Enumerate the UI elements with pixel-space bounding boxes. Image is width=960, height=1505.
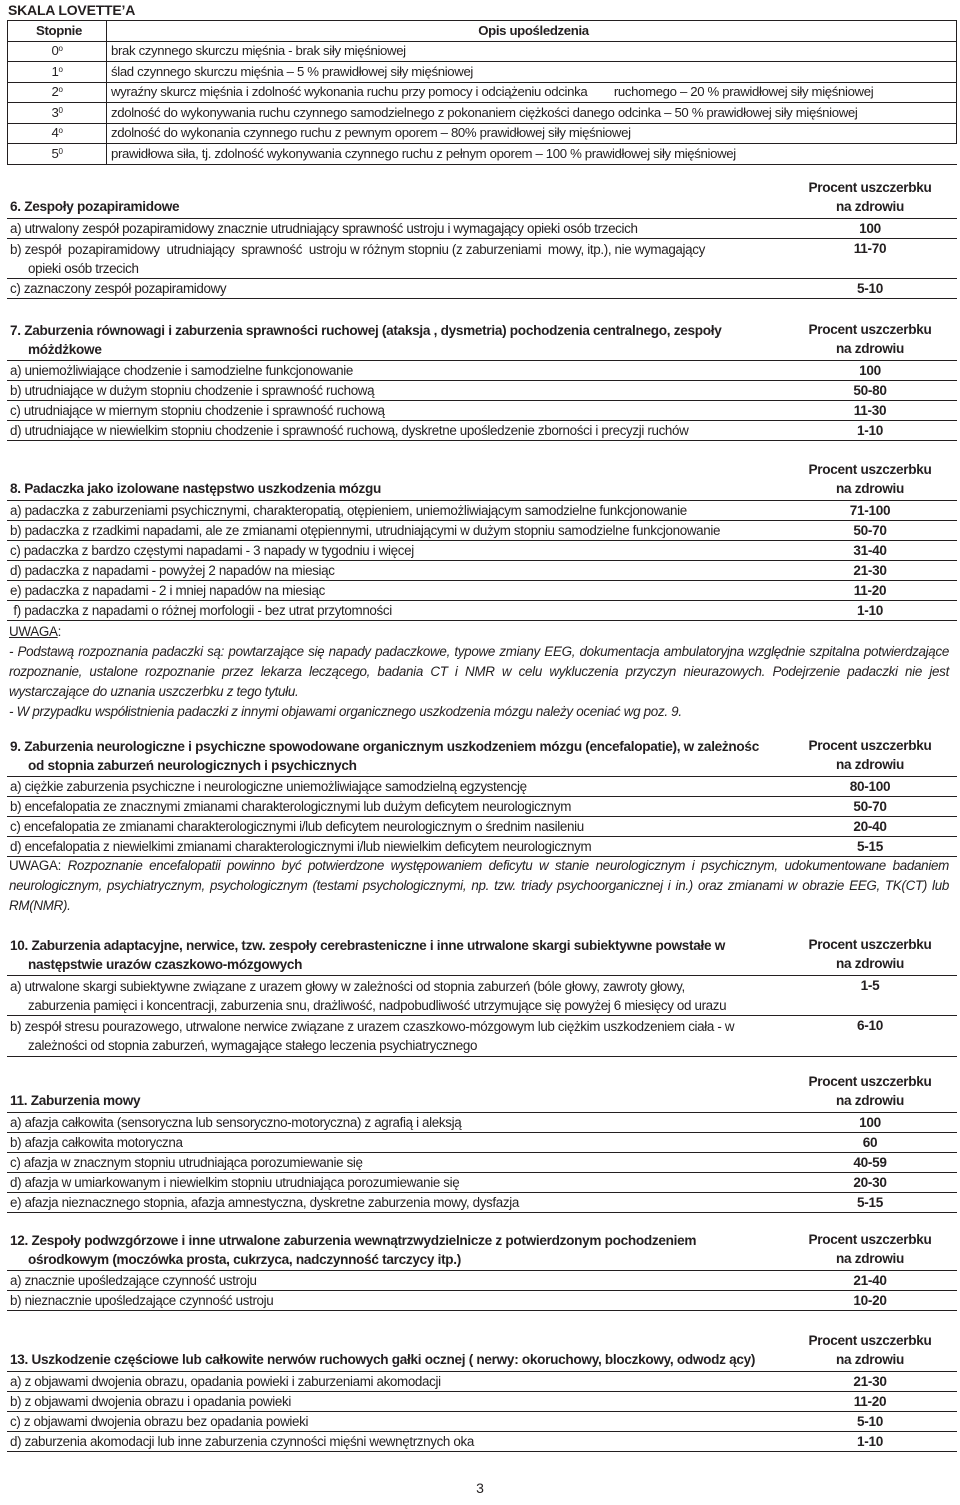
table-row: c) z objawami dwojenia obrazu bez opadania powieki 5-10 [7, 1412, 957, 1432]
lovette-row [8, 103, 957, 124]
lovette-title: SKALA LOVETTE’A [8, 2, 136, 18]
lovette-desc: brak czynnego skurczu mięśnia - brak siły mięśniowej [107, 41, 957, 62]
table-row: b) padaczka z rzadkimi napadami, ale ze zmianami otępiennymi, utrudniającymi w dużym stopniu samodzielne funkcjonowanie 50-70 [7, 521, 957, 541]
section-title: 6. Zespoły pozapiramidowe [10, 199, 180, 215]
table-row: f) padaczka z napadami o różnej morfologii - bez utrat przytomności 1-10 [7, 601, 957, 621]
page-number: 3 [476, 1480, 484, 1496]
table-row: e) padaczka z napadami - 2 i mniej napadów na miesiąc 11-20 [7, 581, 957, 601]
lovette-row [8, 123, 957, 144]
lovette-row [8, 62, 957, 83]
table-row: b) afazja całkowita motoryczna 60 [7, 1133, 957, 1153]
epilepsy-note: UWAGA: - Podstawą rozpoznania padaczki są: powtarzające się napady padaczkowe, typowe zmiany EEG, dokumentacja ambulatoryjna względnie szpitalna potwierdzające rozpoznanie, ustalone rozpoznanie przez lekarza leczącego, badania CT i NMR w celu wykluczenia przyczyn nieurazowych. Podejrzenie padaczki nie jest wystarczające do uznania uszczerbku z tego tytułu. - W przypadku współistnienia padaczki z innymi objawami organicznego uszkodzenia mózgu należy oceniać wg poz. 9. [9, 624, 949, 719]
section-10 [7, 935, 957, 1057]
lovette-desc: ślad czynnego skurczu mięśnia – 5 % prawidłowej siły mięśniowej [107, 62, 957, 83]
section-title: 9. Zaburzenia neurologiczne i psychiczne spowodowane organicznym uszkodzeniem mózgu (encefalopatie), w zależnośc od stopnia zaburzeń neurologicznych i psychicznych [10, 739, 759, 773]
lovette-desc: wyraźny skurcz mięśnia i zdolność wykonania ruchu przy pomocy i odciążeniu odcinka ruchomego – 20 % prawidłowej siły mięśniowej [107, 82, 957, 103]
lovette-row [8, 82, 957, 103]
table-row: c) afazja w znacznym stopniu utrudniająca porozumiewanie się 40-59 [7, 1153, 957, 1173]
percent-header: Procent uszczerbku na zdrowiu [808, 1232, 932, 1266]
lovette-desc: zdolność do wykonania czynnego ruchu z pewnym oporem – 80% prawidłowej siły mięśniowej [107, 123, 957, 144]
table-row: b) zespół pozapiramidowy utrudniający sprawność ustroju w różnym stopniu (z zaburzeniami mowy, itp.), nie wymagający opieki osób trzecich 11-70 [7, 239, 957, 279]
table-row: a) ciężkie zaburzenia psychiczne i neurologiczne uniemożliwiające samodzielną egzystencję 80-100 [7, 777, 957, 797]
section-header [7, 736, 957, 777]
table-row: d) afazja w umiarkowanym i niewielkim stopniu utrudniająca porozumiewanie się 20-30 [7, 1173, 957, 1193]
section-9 [7, 736, 957, 857]
lovette-desc: prawidłowa siła, tj. zdolność wykonywania czynnego ruchu z pełnym oporem – 100 % prawidłowej siły mięśniowej [107, 144, 957, 165]
table-row: b) encefalopatia ze znacznymi zmianami charakterologicznymi lub dużym deficytem neurologicznym 50-70 [7, 797, 957, 817]
section-12 [7, 1230, 957, 1311]
percent-header: Procent uszczerbku na zdrowiu [808, 462, 932, 496]
lovette-head-desc: Opis upośledzenia [107, 21, 957, 42]
table-row: d) zaburzenia akomodacji lub inne zaburzenia czynności mięśni wewnętrznych oka 1-10 [7, 1432, 957, 1452]
lovette-desc: zdolność do wykonywania ruchu czynnego samodzielnego z pokonaniem ciężkości danego odcinka – 50 % prawidłowej siły mięśniowej [107, 103, 957, 124]
lovette-row [8, 144, 957, 165]
section-header [7, 1230, 957, 1271]
lovette-degree: $5^0$ [8, 144, 107, 165]
section-header [7, 935, 957, 976]
percent-header: Procent uszczerbku na zdrowiu [808, 1074, 932, 1108]
percent-header: Procent uszczerbku na zdrowiu [808, 937, 932, 971]
table-row: a) afazja całkowita (sensoryczna lub sensoryczno-motoryczna) z agrafią i aleksją 100 [7, 1113, 957, 1133]
percent-header: Procent uszczerbku na zdrowiu [808, 180, 932, 214]
section-13 [7, 1331, 957, 1452]
section-8 [7, 460, 957, 621]
lovette-header-row [8, 21, 957, 42]
encephalopathy-note: UWAGA: Rozpoznanie encefalopatii powinno być potwierdzone występowaniem deficytu w stanie neurologicznym i psychicznym, udokumentowane badaniem neurologicznym, psychiatrycznym, psychologicznym (testami psychologicznymi, np. tzw. triady psychoorganicznej i in.) oraz zmianami w obrazie EEG, TK(CT) lub RM(NMR). [9, 858, 949, 913]
section-6 [7, 178, 957, 299]
percent-header: Procent uszczerbku na zdrowiu [808, 322, 932, 356]
lovette-degree: 1$^o$ [8, 62, 107, 83]
table-row: b) zespół stresu pourazowego, utrwalone nerwice związane z urazem czaszkowo-mózgowym lub ciężkim uszkodzeniem ciała - w zależności od stopnia zaburzeń, wymagające stałego leczenia psychiatrycznego 6-10 [7, 1016, 957, 1057]
section-header [7, 178, 957, 219]
percent-header: Procent uszczerbku na zdrowiu [808, 1333, 932, 1367]
section-title: 8. Padaczka jako izolowane następstwo uszkodzenia mózgu [10, 481, 382, 497]
section-header [7, 460, 957, 501]
section-11 [7, 1072, 957, 1213]
table-row: a) znacznie upośledzające czynność ustroju 21-40 [7, 1271, 957, 1291]
table-row: d) padaczka z napadami - powyżej 2 napadów na miesiąc 21-30 [7, 561, 957, 581]
table-row: b) nieznacznie upośledzające czynność ustroju 10-20 [7, 1291, 957, 1311]
section-title: 11. Zaburzenia mowy [10, 1093, 141, 1109]
table-row: a) utrwalone skargi subiektywne związane z urazem głowy w zależności od stopnia zaburzeń (bóle głowy, zawroty głowy, zaburzenia pamięci i koncentracji, zaburzenia snu, drażliwość, nadpobudliwość utrzymujące się powyżej 6 miesięcy od urazu 1-5 [7, 976, 957, 1016]
section-title: 10. Zaburzenia adaptacyjne, nerwice, tzw. zespoły cerebrasteniczne i inne utrwalone skargi subiektywne powstałe w następstwie urazów czaszkowo-mózgowych [10, 938, 726, 972]
lovette-degree: 0$^o$ [8, 41, 107, 62]
section-header [7, 320, 957, 361]
lovette-row [8, 41, 957, 62]
table-row: c) zaznaczony zespół pozapiramidowy 5-10 [7, 279, 957, 299]
section-title: 7. Zaburzenia równowagi i zaburzenia sprawności ruchowej (ataksja , dysmetria) pochodzenia centralnego, zespoły móżdżkowe [10, 323, 722, 357]
table-row: c) padaczka z bardzo częstymi napadami - 3 napady w tygodniu i więcej 31-40 [7, 541, 957, 561]
lovette-degree: 2$^o$ [8, 82, 107, 103]
table-row: e) afazja nieznacznego stopnia, afazja amnestyczna, dyskretne zaburzenia mowy, dysfazja 5-15 [7, 1193, 957, 1213]
table-row: a) uniemożliwiające chodzenie i samodzielne funkcjonowanie 100 [7, 361, 957, 381]
table-row: a) z objawami dwojenia obrazu, opadania powieki i zaburzeniami akomodacji 21-30 [7, 1372, 957, 1392]
lovette-head-degree: Stopnie [8, 21, 107, 42]
table-row: a) utrwalony zespół pozapiramidowy znacznie utrudniający sprawność ustroju i wymagający opieki osób trzecich 100 [7, 219, 957, 239]
table-row: c) encefalopatia ze zmianami charakterologicznymi i/lub deficytem neurologicznym o średnim nasileniu 20-40 [7, 817, 957, 837]
table-row: b) utrudniające w dużym stopniu chodzenie i sprawność ruchową 50-80 [7, 381, 957, 401]
table-row: d) utrudniające w niewielkim stopniu chodzenie i sprawność ruchową, dyskretne upośledzenie zborności i precyzji ruchów 1-10 [7, 421, 957, 441]
lovette-degree: 4$^o$ [8, 123, 107, 144]
table-row: a) padaczka z zaburzeniami psychicznymi, charakteropatią, otępieniem, uniemożliwiającym samodzielne funkcjonowanie 71-100 [7, 501, 957, 521]
section-title: 13. Uszkodzenie częściowe lub całkowite nerwów ruchowych gałki ocznej ( nerwy: okoruchowy, bloczkowy, odwodz ący) [10, 1352, 756, 1368]
section-7 [7, 320, 957, 441]
lovette-degree: $3^0$ [8, 103, 107, 124]
table-row: d) encefalopatia z niewielkimi zmianami charakterologicznymi i/lub niewielkim deficytem neurologicznym 5-15 [7, 837, 957, 857]
table-row: c) utrudniające w miernym stopniu chodzenie i sprawność ruchową 11-30 [7, 401, 957, 421]
percent-header: Procent uszczerbku na zdrowiu [808, 738, 932, 772]
section-header [7, 1072, 957, 1113]
lovette-table [7, 20, 957, 165]
table-row: b) z objawami dwojenia obrazu i opadania powieki 11-20 [7, 1392, 957, 1412]
section-title: 12. Zespoły podwzgórzowe i inne utrwalone zaburzenia wewnątrzwydzielnicze z potwierdzonym pochodzeniem ośrodkowym (moczówka prosta, cukrzyca, nadczynność tarczycy itp.) [10, 1233, 697, 1267]
section-header [7, 1331, 957, 1372]
